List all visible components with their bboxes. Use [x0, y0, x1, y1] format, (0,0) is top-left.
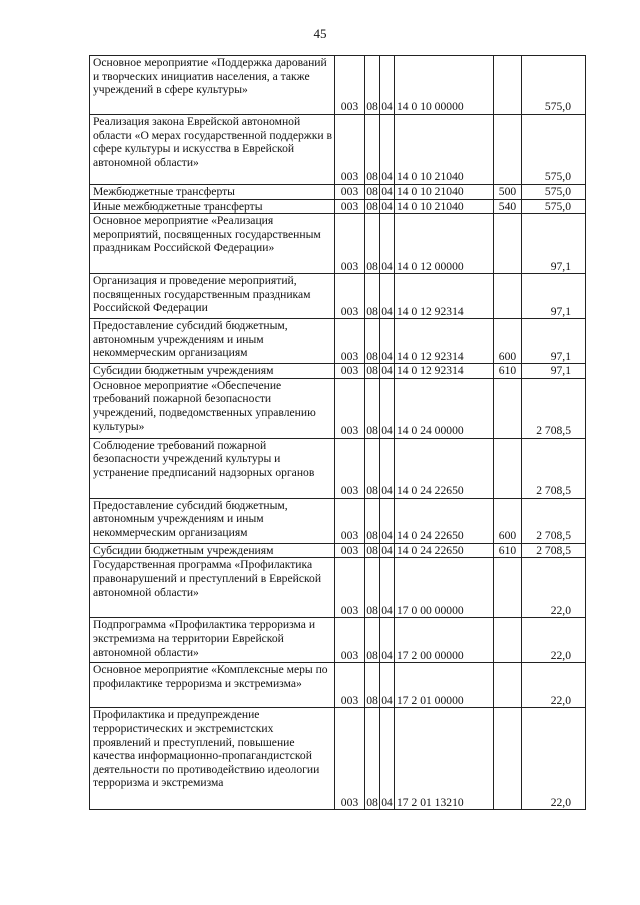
- table-row: [90, 663, 586, 708]
- cell-expense-type: [494, 214, 522, 274]
- table-row: [90, 558, 586, 618]
- page-number: 45: [313, 26, 327, 41]
- cell-amount: 22,0: [522, 708, 586, 810]
- table-row: [90, 438, 586, 498]
- cell-name: Реализация закона Еврейской автономной области «О мерах государственной поддержки в сфере культуры и искусства в Еврейской автономной области»: [90, 115, 335, 185]
- budget-table: [89, 55, 586, 810]
- cell-admin-code: 003: [335, 618, 365, 663]
- cell-target-code: 14 0 10 21040: [395, 199, 494, 214]
- cell-section: 08: [365, 663, 380, 708]
- cell-target-code: 14 0 24 22650: [395, 498, 494, 543]
- cell-subsection: 04: [381, 199, 393, 213]
- cell-name: Предоставление субсидий бюджетным, автономным учреждениям и иным некоммерческим организациям: [90, 498, 335, 543]
- cell-amount: 22,0: [522, 618, 586, 663]
- cell-amount: 22,0: [522, 663, 586, 708]
- cell-section: 08: [365, 558, 380, 618]
- cell-amount: 575,0: [522, 199, 586, 214]
- cell-target-code: 14 0 10 00000: [395, 56, 494, 115]
- cell-subsection: 04: [380, 558, 395, 618]
- cell-amount: 2 708,5: [522, 378, 586, 438]
- cell-expense-type: [494, 618, 522, 663]
- cell-section: 08: [365, 618, 380, 663]
- cell-target-code: 17 0 00 00000: [395, 558, 494, 618]
- table-row: [90, 618, 586, 663]
- cell-name: Организация и проведение мероприятий, посвященных государственным праздникам Российской Федерации: [90, 274, 335, 319]
- cell-expense-type: 500: [494, 185, 522, 200]
- cell-subsection: 04: [380, 56, 395, 115]
- cell-admin-code: 003: [335, 543, 365, 558]
- cell-name: Межбюджетные трансферты: [90, 185, 335, 200]
- cell-name: Основное мероприятие «Комплексные меры по профилактике терроризма и экстремизма»: [90, 663, 335, 708]
- cell-subsection: 04: [380, 115, 395, 185]
- cell-expense-type: 540: [494, 199, 522, 214]
- cell-section: 08: [365, 438, 380, 498]
- cell-amount: 2 708,5: [522, 438, 586, 498]
- cell-admin-code: 003: [335, 378, 365, 438]
- cell-expense-type: [494, 378, 522, 438]
- cell-admin-code: 003: [335, 364, 365, 379]
- cell-target-code: 14 0 24 22650: [395, 543, 494, 558]
- cell-name: Основное мероприятие «Реализация мероприятий, посвященных государственным праздникам Российской Федерации»: [90, 214, 335, 274]
- cell-admin-code: 003: [335, 274, 365, 319]
- cell-amount: 2 708,5: [522, 498, 586, 543]
- cell-expense-type: 600: [494, 319, 522, 364]
- cell-section: 08: [365, 56, 380, 115]
- table-row: [90, 708, 586, 810]
- cell-admin-code: 003: [335, 56, 365, 115]
- cell-amount: 97,1: [522, 274, 586, 319]
- cell-section: 08: [365, 378, 380, 438]
- cell-target-code: 17 2 00 00000: [395, 618, 494, 663]
- cell-admin-code: 003: [335, 185, 365, 200]
- cell-target-code: 14 0 10 21040: [395, 115, 494, 185]
- cell-section: 08: [365, 319, 380, 364]
- cell-amount: 2 708,5: [522, 543, 586, 558]
- cell-target-code: 14 0 12 92314: [395, 274, 494, 319]
- cell-section: 08: [365, 115, 380, 185]
- cell-amount: 97,1: [522, 214, 586, 274]
- cell-section: 08: [365, 214, 380, 274]
- cell-subsection: 04: [380, 708, 395, 810]
- table-row: [90, 364, 586, 379]
- cell-subsection: 04: [380, 378, 395, 438]
- cell-subsection: 04: [380, 319, 395, 364]
- cell-section: 08: [366, 185, 378, 198]
- table-row: [90, 56, 586, 115]
- cell-subsection: 04: [380, 498, 395, 543]
- cell-amount: 22,0: [522, 558, 586, 618]
- cell-admin-code: 003: [335, 319, 365, 364]
- cell-name: Государственная программа «Профилактика правонарушений и преступлений в Еврейской автономной области»: [90, 558, 335, 618]
- table-row: [90, 185, 586, 200]
- cell-name: Предоставление субсидий бюджетным, автономным учреждениям и иным некоммерческим организациям: [90, 319, 335, 364]
- cell-name: Субсидии бюджетным учреждениям: [90, 543, 335, 558]
- cell-expense-type: 610: [494, 543, 522, 558]
- cell-target-code: 14 0 12 92314: [395, 319, 494, 364]
- cell-subsection: 04: [380, 618, 395, 663]
- cell-target-code: 14 0 12 92314: [395, 364, 494, 379]
- cell-expense-type: 600: [494, 498, 522, 543]
- cell-expense-type: [494, 438, 522, 498]
- cell-name: Профилактика и предупреждение террористических и экстремистских проявлений и преступлений, повышение качества информационно-пропагандистской деятельности по противодействию идеологии терроризма и экстремизма: [90, 708, 335, 810]
- table-row: [90, 543, 586, 558]
- cell-name: Соблюдение требований пожарной безопасности учреждений культуры и устранение предписаний надзорных органов: [90, 438, 335, 498]
- table-row: [90, 274, 586, 319]
- table-body: [90, 56, 586, 810]
- cell-expense-type: [494, 56, 522, 115]
- cell-section: 08: [365, 708, 380, 810]
- cell-subsection: 04: [380, 438, 395, 498]
- cell-target-code: 17 2 01 13210: [395, 708, 494, 810]
- cell-section: 08: [366, 543, 378, 557]
- table-row: [90, 378, 586, 438]
- cell-section: 08: [365, 274, 380, 319]
- table-row: [90, 498, 586, 543]
- cell-section: 08: [366, 364, 378, 378]
- cell-section: 08: [366, 199, 378, 213]
- table-row: [90, 214, 586, 274]
- cell-amount: 575,0: [522, 115, 586, 185]
- cell-admin-code: 003: [335, 663, 365, 708]
- cell-name: Основное мероприятие «Поддержка дарований и творческих инициатив населения, а также учреждений в сфере культуры»: [90, 56, 335, 115]
- cell-amount: 97,1: [522, 319, 586, 364]
- cell-amount: 575,0: [522, 56, 586, 115]
- cell-name: Подпрограмма «Профилактика терроризма и экстремизма на территории Еврейской автономной области»: [90, 618, 335, 663]
- cell-name: Основное мероприятие «Обеспечение требований пожарной безопасности учреждений, подведомственных управлению культуры»: [90, 378, 335, 438]
- cell-expense-type: 610: [494, 364, 522, 379]
- cell-admin-code: 003: [335, 498, 365, 543]
- cell-admin-code: 003: [335, 558, 365, 618]
- cell-subsection: 04: [381, 185, 393, 198]
- cell-amount: 575,0: [522, 185, 586, 200]
- cell-subsection: 04: [380, 274, 395, 319]
- cell-section: 08: [365, 498, 380, 543]
- cell-admin-code: 003: [335, 115, 365, 185]
- cell-subsection: 04: [381, 543, 393, 557]
- cell-target-code: 14 0 24 00000: [395, 378, 494, 438]
- cell-subsection: 04: [381, 364, 393, 378]
- cell-target-code: 17 2 01 00000: [395, 663, 494, 708]
- cell-admin-code: 003: [335, 708, 365, 810]
- cell-target-code: 14 0 12 00000: [395, 214, 494, 274]
- cell-expense-type: [494, 115, 522, 185]
- cell-expense-type: [494, 663, 522, 708]
- cell-admin-code: 003: [335, 438, 365, 498]
- cell-expense-type: [494, 274, 522, 319]
- cell-target-code: 14 0 24 22650: [395, 438, 494, 498]
- cell-target-code: 14 0 10 21040: [395, 185, 494, 200]
- table-row: [90, 319, 586, 364]
- cell-name: Субсидии бюджетным учреждениям: [90, 364, 335, 379]
- cell-expense-type: [494, 708, 522, 810]
- cell-expense-type: [494, 558, 522, 618]
- cell-amount: 97,1: [522, 364, 586, 379]
- table-row: [90, 199, 586, 214]
- cell-subsection: 04: [380, 214, 395, 274]
- table-row: [90, 115, 586, 185]
- cell-admin-code: 003: [335, 214, 365, 274]
- cell-admin-code: 003: [335, 199, 365, 214]
- cell-name: Иные межбюджетные трансферты: [90, 199, 335, 214]
- cell-subsection: 04: [380, 663, 395, 708]
